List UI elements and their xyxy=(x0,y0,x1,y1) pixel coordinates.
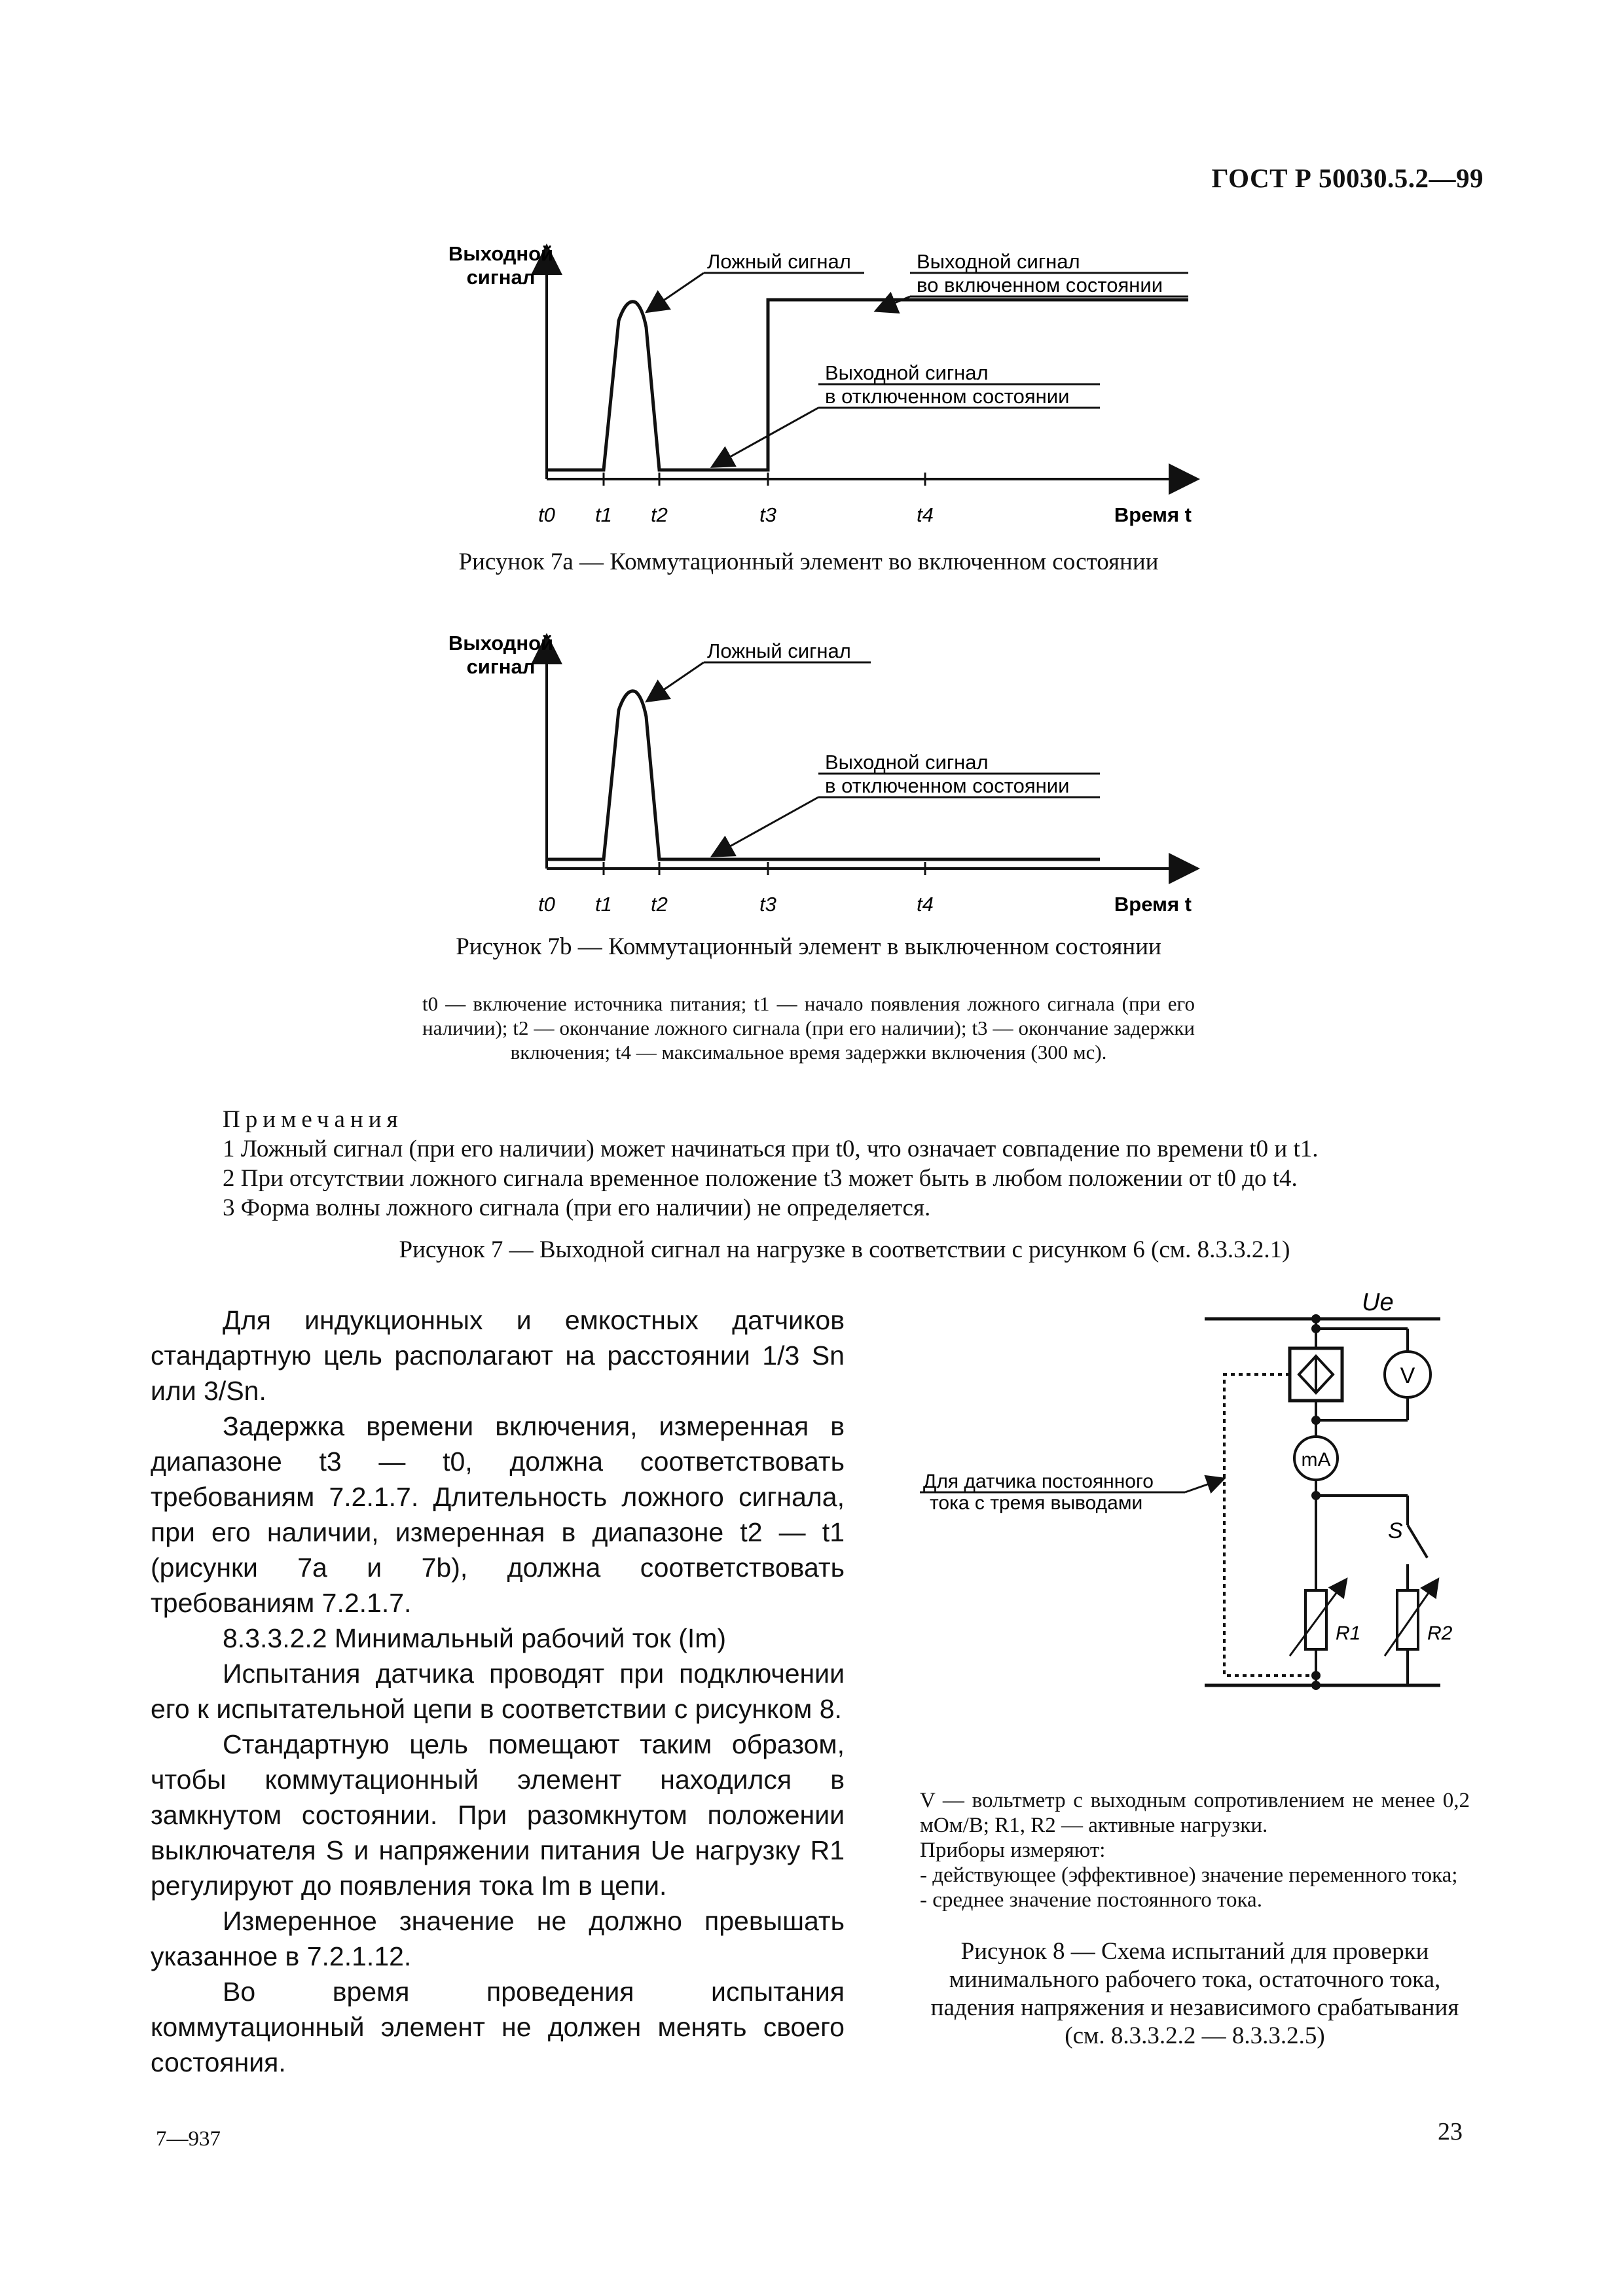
figure-7b-caption: Рисунок 7b — Коммутационный элемент в выключенном состоянии xyxy=(456,933,1161,960)
dc-label-1: Для датчика постоянного xyxy=(923,1471,1154,1492)
legend-line-1: V — вольтметр с выходным сопротивлением не менее 0,2 мОм/В; R1, R2 — активные нагрузки. xyxy=(920,1789,1470,1837)
section-heading: 8.3.3.2.2 Минимальный рабочий ток (Im) xyxy=(223,1623,727,1653)
on-state-label-1: Выходной сигнал xyxy=(917,250,1080,273)
paragraph-2: Задержка времени включения, измеренная в диапазоне t3 — t0, должна соответствовать требованиям 7.2.1.7. Длительность ложного сигнала, при его наличии, измеренная в диапазоне t2 — t1 (рисунки 7а и 7b), должна соответствовать требованиям 7.2.1.7. xyxy=(151,1411,845,1618)
ue-label: Ue xyxy=(1362,1289,1394,1316)
dc-label-2: тока с тремя выводами xyxy=(930,1492,1143,1514)
figure-7a-caption: Рисунок 7a — Коммутационный элемент во включенном состоянии xyxy=(458,548,1159,575)
paragraph-5: Измеренное значение не должно превышать указанное в 7.2.1.12. xyxy=(151,1906,845,1971)
tick-t3: t3 xyxy=(759,503,776,526)
paragraph-6: Во время проведения испытания коммутационный элемент не должен менять своего состояния. xyxy=(151,1977,845,2077)
false-signal-label: Ложный сигнал xyxy=(707,639,851,662)
notes-block xyxy=(223,1105,1467,1223)
figure-7-caption: Рисунок 7 — Выходной сигнал на нагрузке в соответствии с рисунком 6 (см. 8.3.3.2.1) xyxy=(399,1236,1290,1263)
resistor-r2 xyxy=(1397,1590,1418,1649)
dc-third-wire xyxy=(1224,1374,1316,1676)
paragraph-3: Испытания датчика проводят при подключении его к испытательной цепи в соответствии с рисунком 8. xyxy=(151,1659,845,1724)
tick-t3: t3 xyxy=(759,893,776,916)
time-label: Время t xyxy=(1114,503,1192,526)
figure-7a xyxy=(406,236,1231,550)
y-label-1: Выходной xyxy=(448,242,554,265)
figure-8-legend xyxy=(920,1788,1470,1912)
note-3: 3 Форма волны ложного сигнала (при его наличии) не определяется. xyxy=(223,1194,931,1221)
legend-line-2: Приборы измеряют: xyxy=(920,1839,1106,1862)
figure-8-circuit xyxy=(903,1283,1480,1793)
figure-7-legend: t0 — включение источника питания; t1 — начало появления ложного сигнала (при его наличии); t2 — окончание ложного сигнала (при его наличии); t3 — окончание задержки включения; t4 — максимальное время задержки включения (300 мс). xyxy=(422,992,1195,1064)
off-state-label-1: Выходной сигнал xyxy=(825,361,989,384)
document-header: ГОСТ Р 50030.5.2—99 xyxy=(1211,163,1484,193)
notes-title: Примечания xyxy=(223,1106,403,1133)
false-signal-label: Ложный сигнал xyxy=(707,250,851,273)
on-state-label-2: во включенном состоянии xyxy=(917,274,1163,296)
note-1: 1 Ложный сигнал (при его наличии) может начинаться при t0, что означает совпадение по времени t0 и t1. xyxy=(223,1136,1319,1162)
footer-code: 7—937 xyxy=(156,2127,221,2151)
off-state-label-2: в отключенном состоянии xyxy=(825,385,1070,408)
tick-t2: t2 xyxy=(651,503,668,526)
tick-t4: t4 xyxy=(917,503,934,526)
figure-7b xyxy=(406,625,1231,939)
r1-label: R1 xyxy=(1336,1623,1361,1644)
legend-line-3: - действующее (эффективное) значение переменного тока; xyxy=(920,1863,1458,1887)
y-label-2: сигнал xyxy=(466,655,536,678)
voltmeter-label: V xyxy=(1400,1363,1415,1388)
switch-s xyxy=(1408,1525,1427,1558)
paragraph-1: Для индукционных и емкостных датчиков стандартную цель располагают на расстоянии 1/3 Sn или 3/Sn. xyxy=(151,1305,845,1406)
note-2: 2 При отсутствии ложного сигнала временное положение t3 может быть в любом положении от t0 до t4. xyxy=(223,1165,1298,1192)
ammeter-label: mA xyxy=(1301,1449,1331,1471)
switch-label: S xyxy=(1388,1518,1403,1543)
tick-t1: t1 xyxy=(595,503,612,526)
y-label-1: Выходной xyxy=(448,632,554,655)
off-state-label-1: Выходной сигнал xyxy=(825,751,989,774)
body-text xyxy=(151,1302,845,2080)
page-number: 23 xyxy=(1438,2118,1463,2145)
tick-t0: t0 xyxy=(538,503,555,526)
r2-label: R2 xyxy=(1427,1623,1453,1644)
tick-t2: t2 xyxy=(651,893,668,916)
off-state-label-2: в отключенном состоянии xyxy=(825,774,1070,797)
tick-t1: t1 xyxy=(595,893,612,916)
tick-t0: t0 xyxy=(538,893,555,916)
figure-8-caption: Рисунок 8 — Схема испытаний для проверки минимального рабочего тока, остаточного тока, падения напряжения и независимого срабатывания (см. 8.3.3.2.2 — 8.3.3.2.5) xyxy=(930,1938,1459,2049)
paragraph-4: Стандартную цель помещают таким образом, чтобы коммутационный элемент находился в замкнутом состоянии. При разомкнутом положении выключателя S и напряжении питания Ue нагрузку R1 регулируют до появления тока Im в цепи. xyxy=(151,1729,845,1901)
legend-line-4: - среднее значение постоянного тока. xyxy=(920,1888,1262,1912)
tick-t4: t4 xyxy=(917,893,934,916)
time-label: Время t xyxy=(1114,893,1192,916)
y-label-2: сигнал xyxy=(466,266,536,289)
